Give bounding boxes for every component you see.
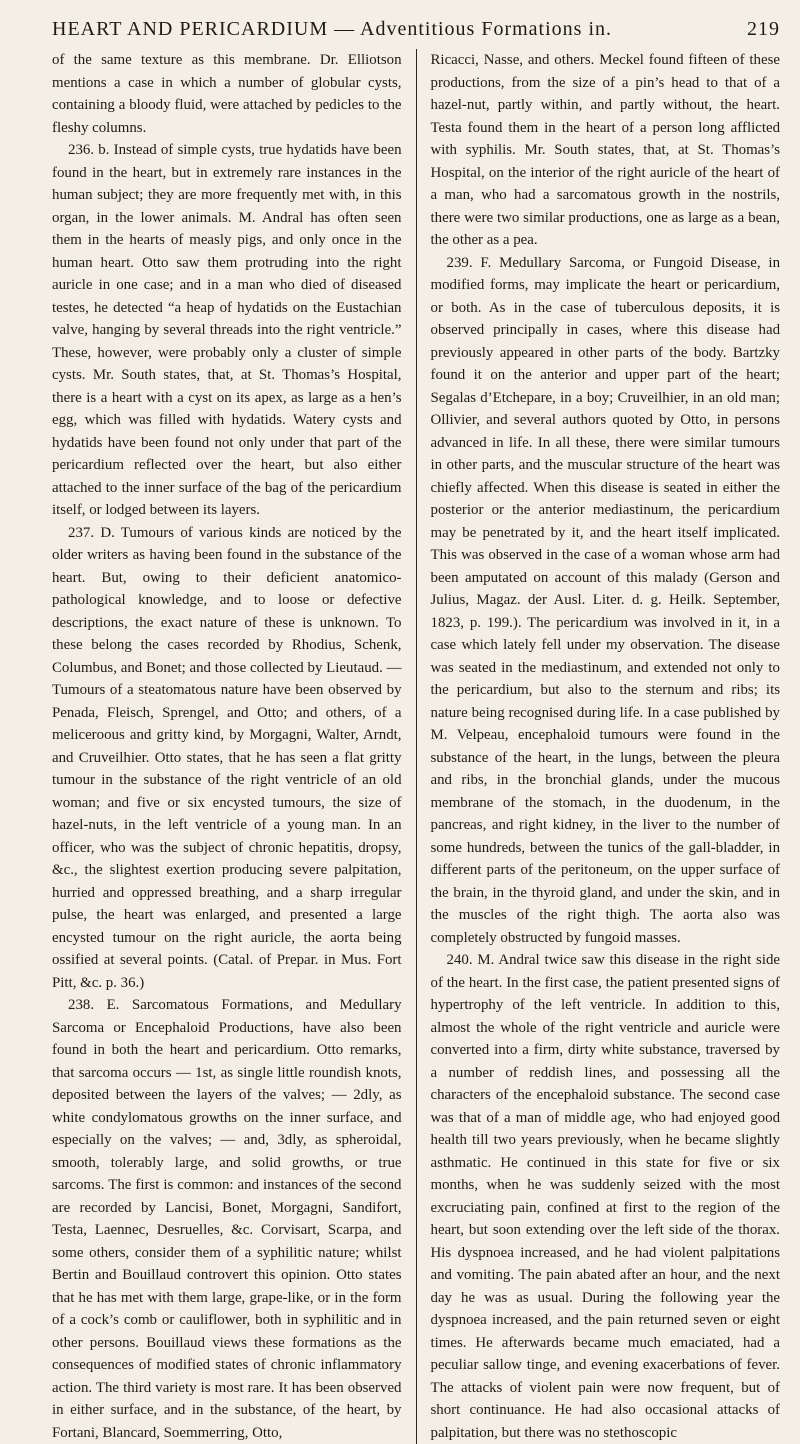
paragraph: Ricacci, Nasse, and others. Meckel found fifteen of these productions, from the size of a pin’s head to that of a hazel-nut, partly within, and partly without, the heart. Testa found them in the heart of a person long afflicted with syphilis. Mr. South states, that, at St. Thomas’s Hospital, on the interior of the right auricle of the heart of a man, who had a sarcomatous growth in the nostrils, there were two similar productions, one as large as a bean, the other as a pea. — [430, 52, 781, 248]
running-title: HEART AND PERICARDIUM — Adventitious Formations in. — [52, 18, 613, 40]
paragraph: 237. D. Tumours of various kinds are noticed by the older writers as having been found in the substance of the heart. But, owing to their deficient anatomico-pathological knowledge, and to loose or defective descriptions, the exact nature of these is unknown. To these belong the cases recorded by Rhodius, Schenk, Columbus, and Bonet; and those collected by Lieutaud. — Tumours of a steatomatous nature have been observed by Penada, Fleisch, Sprengel, and Otto; and others, of a meliceroous and gritty kind, by Morgagni, Walter, Arndt, and Cruveilhier. Otto states, that he has seen a flat gritty tumour in the substance of the right ventricle of an old woman; and five or six encysted tumours, the size of hazel-nuts, in the left ventricle of a young man. In an officer, who was the subject of chronic hepatitis, dropsy, &c., the slightest exertion producing severe palpitation, hurried and oppressed breathing, and a sharp irregular pulse, the heart was enlarged, and presented a large encysted tumour on the right auricle, the aorta being ossified at several points. (Catal. of Prepar. in Mus. Fort Pitt, &c. p. 36.) — [52, 524, 402, 991]
page-number: 219 — [747, 18, 780, 40]
right-column — [431, 49, 781, 1444]
paragraph: 240. M. Andral twice saw this disease in the right side of the heart. In the first case, the patient presented signs of hypertrophy of the left ventricle. In addition to this, almost the whole of the right ventricle and auricle were converted into a firm, dirty white substance, traversed by a number of reddish lines, and possessing all the characters of the encephaloid substance. The second case was that of a man of middle age, who had enjoyed good health till two years previously, when he became slightly asthmatic. He continued in this state for five or six months, when he was suddenly seized with the most excruciating pain, confined at first to the region of the heart, but soon extending over the left side of the thorax. His dyspnoea increased, and he had violent palpitations and vomiting. The pain abated after an hour, and the next day he was as usual. During the following year the dyspnoea increased, and the pain returned seven or eight times. He afterwards became much emaciated, had a peculiar sallow tinge, and evening exacerbations of fever. The attacks of violent pain were now frequent, but of short continuance. He had also occasional attacks of palpitation, but there was no stethoscopic — [430, 952, 781, 1441]
column-divider — [416, 49, 417, 1444]
left-column — [52, 49, 402, 1444]
running-head — [52, 16, 780, 42]
paragraph: 239. F. Medullary Sarcoma, or Fungoid Disease, in modified forms, may implicate the heart or pericardium, or both. As in the case of tuberculous deposits, it is observed principally in cases, where this disease had previously appeared in other parts of the body. Bartzky found it on the anterior and upper part of the heart; Segalas d’Etchepare, in a boy; Cruveilhier, in an old man; Ollivier, and several authors quoted by Otto, in persons advanced in life. In all these, there were similar tumours in other parts, and the muscular structure of the heart was chiefly affected. When this disease is seated in either the posterior or the anterior mediastinum, the pericardium may be penetrated by it, and the heart itself implicated. This was observed in the case of a woman whose arm had been amputated on account of this malady (Gerson and Julius, Magaz. der Ausl. Liter. d. g. Heilk. September, 1823, p. 199.). The pericardium was involved in it, in a case which lately fell under my observation. The disease was seated in the mediastinum, and extended not only to the pericardium, but also to the sternum and ribs; its nature being recognised during life. In a case published by M. Velpeau, encephaloid tumours were found in the substance of the heart, in the lungs, between the pleura and ribs, in the bronchial glands, under the mucous membrane of the stomach, in the duodenum, in the pancreas, and right kidney, in the liver to the number of some hundreds, between the tunics of the gall-bladder, in different parts of the peritoneum, on the upper surface of the brain, in the thyroid gland, and under the skin, and in the muscles of the right thigh. The aorta also was completely obstructed by fungoid masses. — [430, 254, 781, 946]
paragraph: of the same texture as this membrane. Dr. Elliotson mentions a case in which a number of globular cysts, containing a bloody fluid, were attached by pedicles to the fleshy columns. — [52, 52, 402, 136]
paragraph: 238. E. Sarcomatous Formations, and Medullary Sarcoma or Encephaloid Productions, have also been found in both the heart and pericardium. Otto remarks, that sarcoma occurs — 1st, as single little roundish knots, deposited between the layers of the valves; — 2dly, as white condylomatous growths on the inner surface, and especially on the valves; — and, 3dly, as spheroidal, smooth, tolerably large, and solid growths, or true sarcoms. The first is common: and instances of the second are recorded by Lancisi, Bonet, Morgagni, Sandifort, Testa, Laennec, Desruelles, &c. Corvisart, Scarpa, and some others, consider them of a syphilitic nature; whilst Bertin and Bouillaud controvert this opinion. Otto states that he has met with them large, grape-like, or in the form of a cock’s comb or cauliflower, both in syphilitic and in other persons. Bouillaud views these formations as the consequences of modified states of chronic inflammatory action. The third variety is most rare. It has been observed in either surface, and in the substance, of the heart, by Fortani, Blancard, Soemmerring, Otto, — [52, 997, 402, 1441]
text-columns — [52, 49, 780, 1444]
paragraph: 236. b. Instead of simple cysts, true hydatids have been found in the heart, but in extremely rare instances in the human subject; they are more frequently met with, in this organ, in the lower animals. M. Andral has often seen them in the hearts of measly pigs, and only once in the human heart. Otto saw them protruding into the right auricle in one case; and in a man who died of diseased testes, he detected “a heap of hydatids on the Eustachian valve, hanging by several threads into the right ventricle.” These, however, were probably only a cluster of simple cysts. Mr. South states, that, at St. Thomas’s Hospital, there is a heart with a cyst on its apex, as large as a hen’s egg, which was filled with hydatids. Watery cysts and hydatids have been found not only under that part of the pericardium reflected over the heart, but also either attached to the inner surface of the bag of the pericardium itself, or lodged between its layers. — [52, 142, 402, 518]
